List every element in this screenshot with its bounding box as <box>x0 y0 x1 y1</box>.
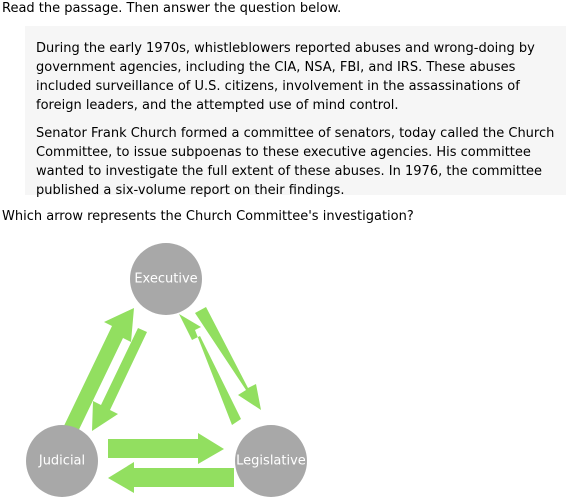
arrow-judicial-to-legislative[interactable] <box>108 433 224 464</box>
node-judicial-label: Judicial <box>38 453 86 469</box>
question-text: Which arrow represents the Church Committee's investigation? <box>2 209 414 224</box>
node-legislative-label: Legislative <box>236 453 306 469</box>
passage-paragraph-2: Senator Frank Church formed a committee of senators, today called the Church Committee, to issue subpoenas to these executive agencies. His committee wanted to investigate the full extent of these abuses. In 1976, the committee published a six-volume report on their findings. <box>36 126 555 198</box>
passage-paragraph-1: During the early 1970s, whistleblowers reported abuses and wrong-doing by government agencies, including the CIA, NSA, FBI, and IRS. These abuses included surveillance of U.S. citizens, involvement in the assassinations of foreign leaders, and the attempted use of mind control. <box>36 41 535 113</box>
node-executive <box>130 243 202 315</box>
node-judicial <box>26 425 98 497</box>
arrow-legislative-to-judicial[interactable] <box>108 462 234 493</box>
node-legislative <box>235 425 307 497</box>
passage-box <box>25 26 566 198</box>
instruction-text: Read the passage. Then answer the question below. <box>2 1 342 16</box>
branches-diagram <box>0 230 340 499</box>
node-executive-label: Executive <box>134 271 198 287</box>
